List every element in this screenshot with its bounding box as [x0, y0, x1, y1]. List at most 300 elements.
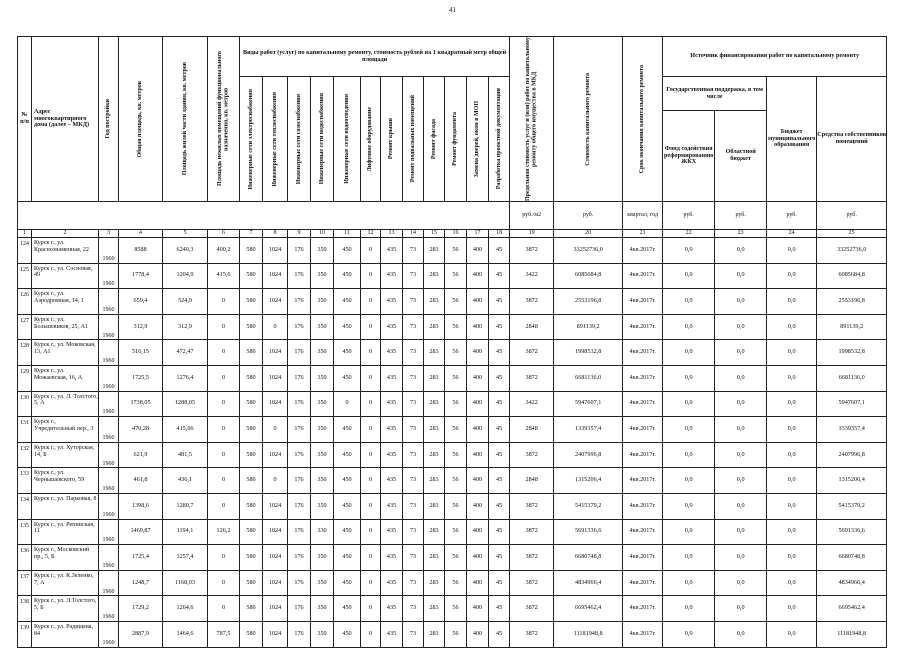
- row-regional: 0,0: [715, 545, 767, 571]
- column-number: 15: [424, 230, 445, 238]
- row-work-cost: 45: [489, 391, 510, 417]
- column-number: 11: [334, 230, 361, 238]
- row-work-cost: 56: [445, 519, 467, 545]
- row-work-cost: 176: [288, 391, 311, 417]
- row-year: 1960: [99, 340, 119, 366]
- header-term: Срок окончания капитального ремонта: [623, 37, 663, 202]
- row-address: Курск г., ул. Сосновая, 49: [32, 263, 99, 289]
- column-number: 13: [381, 230, 403, 238]
- row-term: 4кв.2017г.: [623, 570, 663, 596]
- row-work-cost: 435: [381, 314, 403, 340]
- row-work-cost: 350: [311, 263, 334, 289]
- row-number: 138: [18, 596, 32, 622]
- row-municipal: 0,0: [767, 570, 817, 596]
- column-number: 22: [663, 230, 715, 238]
- row-max-cost: 3872: [510, 289, 554, 315]
- row-nonliving-area: 0: [208, 314, 240, 340]
- row-work-cost: 580: [240, 570, 263, 596]
- row-fund: 0,0: [663, 519, 715, 545]
- row-max-cost: 3422: [510, 391, 554, 417]
- column-number: 16: [445, 230, 467, 238]
- row-work-cost: 350: [311, 391, 334, 417]
- row-owners: 1315206,4: [817, 468, 887, 494]
- row-work-cost: 45: [489, 314, 510, 340]
- row-cost: 2407996,8: [554, 442, 623, 468]
- row-year: 1960: [99, 391, 119, 417]
- row-regional: 0,0: [715, 417, 767, 443]
- row-fund: 0,0: [663, 340, 715, 366]
- row-term: 4кв.2017г.: [623, 621, 663, 647]
- table-row: [18, 442, 887, 468]
- row-term: 4кв.2017г.: [623, 519, 663, 545]
- row-work-cost: 73: [403, 417, 424, 443]
- row-work-cost: 283: [424, 621, 445, 647]
- row-cost: 1315206,4: [554, 468, 623, 494]
- row-work-cost: 0: [263, 314, 288, 340]
- row-work-cost: 56: [445, 596, 467, 622]
- row-work-cost: 450: [334, 442, 361, 468]
- row-owners: 5691336,6: [817, 519, 887, 545]
- row-work-cost: 56: [445, 263, 467, 289]
- row-work-cost: 400: [467, 391, 489, 417]
- header-work-8: Ремонт фасада: [424, 77, 445, 202]
- row-year: 1960: [99, 238, 119, 264]
- row-work-cost: 580: [240, 238, 263, 264]
- row-municipal: 0,0: [767, 263, 817, 289]
- row-max-cost: 2848: [510, 468, 554, 494]
- row-work-cost: 400: [467, 468, 489, 494]
- row-address: Курск г., ул. Большевиков, 25, А1: [32, 314, 99, 340]
- row-work-cost: 435: [381, 545, 403, 571]
- row-work-cost: 283: [424, 391, 445, 417]
- row-work-cost: 0: [361, 493, 381, 519]
- unit-municipal: руб.: [767, 202, 817, 230]
- row-address: Курск г., ул. Хуторская, 14, Б: [32, 442, 99, 468]
- row-work-cost: 73: [403, 263, 424, 289]
- row-work-cost: 283: [424, 545, 445, 571]
- table-row: [18, 621, 887, 647]
- row-total-area: 312,9: [119, 314, 163, 340]
- row-work-cost: 73: [403, 365, 424, 391]
- row-work-cost: 580: [240, 314, 263, 340]
- row-work-cost: 400: [467, 340, 489, 366]
- row-work-cost: 73: [403, 596, 424, 622]
- row-fund: 0,0: [663, 621, 715, 647]
- row-total-area: 1469,87: [119, 519, 163, 545]
- row-work-cost: 435: [381, 570, 403, 596]
- row-work-cost: 56: [445, 238, 467, 264]
- table-row: [18, 391, 887, 417]
- row-term: 4кв.2017г.: [623, 545, 663, 571]
- row-cost: 6680748,8: [554, 545, 623, 571]
- row-work-cost: 0: [361, 263, 381, 289]
- row-work-cost: 56: [445, 442, 467, 468]
- row-work-cost: 450: [334, 468, 361, 494]
- row-cost: 5947607,1: [554, 391, 623, 417]
- header-year: Год постройки: [99, 37, 119, 202]
- row-year: 1960: [99, 263, 119, 289]
- row-work-cost: 73: [403, 621, 424, 647]
- row-work-cost: 56: [445, 493, 467, 519]
- header-works-group: Виды работ (услуг) по капитальному ремонту, стоимость рублей на 1 квадратный метр общей площади: [240, 37, 510, 77]
- row-work-cost: 400: [467, 365, 489, 391]
- row-work-cost: 350: [311, 238, 334, 264]
- unit-cost: руб.: [554, 202, 623, 230]
- row-municipal: 0,0: [767, 340, 817, 366]
- row-work-cost: 0: [361, 391, 381, 417]
- row-work-cost: 580: [240, 519, 263, 545]
- header-state-support: Государственная поддержка, в том числе: [663, 77, 767, 111]
- row-work-cost: 350: [311, 314, 334, 340]
- row-nonliving-area: 0: [208, 365, 240, 391]
- row-work-cost: 283: [424, 493, 445, 519]
- row-work-cost: 56: [445, 391, 467, 417]
- column-number: 7: [240, 230, 263, 238]
- row-number: 137: [18, 570, 32, 596]
- column-number: 4: [119, 230, 163, 238]
- row-work-cost: 580: [240, 417, 263, 443]
- row-regional: 0,0: [715, 340, 767, 366]
- row-work-cost: 450: [334, 596, 361, 622]
- row-work-cost: 435: [381, 391, 403, 417]
- row-work-cost: 450: [334, 621, 361, 647]
- row-owners: 5947607,1: [817, 391, 887, 417]
- row-work-cost: 330: [311, 519, 334, 545]
- row-work-cost: 73: [403, 391, 424, 417]
- row-term: 4кв.2017г.: [623, 417, 663, 443]
- row-regional: 0,0: [715, 289, 767, 315]
- row-max-cost: 3872: [510, 493, 554, 519]
- row-work-cost: 400: [467, 621, 489, 647]
- row-work-cost: 350: [311, 289, 334, 315]
- row-address: Курск г., ул. Чернышевского, 59: [32, 468, 99, 494]
- row-work-cost: 56: [445, 289, 467, 315]
- column-number: 12: [361, 230, 381, 238]
- row-work-cost: 450: [334, 365, 361, 391]
- row-work-cost: 56: [445, 545, 467, 571]
- row-term: 4кв.2017г.: [623, 263, 663, 289]
- row-regional: 0,0: [715, 238, 767, 264]
- row-nonliving-area: 0: [208, 468, 240, 494]
- row-cost: 6085684,8: [554, 263, 623, 289]
- row-max-cost: 3872: [510, 340, 554, 366]
- row-number: 128: [18, 340, 32, 366]
- row-cost: 1998532,8: [554, 340, 623, 366]
- table-row: [18, 596, 887, 622]
- header-municipal: Бюджет муниципального образования: [767, 77, 817, 202]
- row-work-cost: 435: [381, 596, 403, 622]
- row-work-cost: 580: [240, 365, 263, 391]
- table-row: [18, 468, 887, 494]
- row-address: Курск г., ул. Репинская, 11: [32, 519, 99, 545]
- row-address: Курск г., Московский пр., 5, Б: [32, 545, 99, 571]
- row-total-area: 1778,4: [119, 263, 163, 289]
- row-work-cost: 176: [288, 314, 311, 340]
- row-owners: 11181948,8: [817, 621, 887, 647]
- row-work-cost: 580: [240, 263, 263, 289]
- row-living-area: 1194,1: [163, 519, 208, 545]
- row-regional: 0,0: [715, 596, 767, 622]
- row-work-cost: 176: [288, 545, 311, 571]
- column-number: 19: [510, 230, 554, 238]
- row-work-cost: 45: [489, 263, 510, 289]
- row-work-cost: 1024: [263, 391, 288, 417]
- row-number: 132: [18, 442, 32, 468]
- header-work-10: Замена дверей, окон в МОП: [467, 77, 489, 202]
- row-work-cost: 176: [288, 596, 311, 622]
- row-number: 136: [18, 545, 32, 571]
- row-owners: 6680748,8: [817, 545, 887, 571]
- header-work-9: Ремонт фундамента: [445, 77, 467, 202]
- row-work-cost: 0: [263, 417, 288, 443]
- row-regional: 0,0: [715, 493, 767, 519]
- row-work-cost: 73: [403, 468, 424, 494]
- row-municipal: 0,0: [767, 468, 817, 494]
- row-work-cost: 580: [240, 289, 263, 315]
- row-work-cost: 435: [381, 468, 403, 494]
- row-work-cost: 435: [381, 417, 403, 443]
- row-municipal: 0,0: [767, 519, 817, 545]
- row-work-cost: 176: [288, 570, 311, 596]
- header-owners: Средства собственников помещений: [817, 77, 887, 202]
- header-work-2: Инженерные сети газоснабжения: [288, 77, 311, 202]
- table-row: [18, 365, 887, 391]
- row-work-cost: 0: [361, 468, 381, 494]
- row-work-cost: 450: [334, 314, 361, 340]
- row-work-cost: 450: [334, 340, 361, 366]
- row-total-area: 1738,05: [119, 391, 163, 417]
- row-living-area: 415,66: [163, 417, 208, 443]
- row-work-cost: 580: [240, 391, 263, 417]
- row-max-cost: 3872: [510, 570, 554, 596]
- row-living-area: 1276,4: [163, 365, 208, 391]
- row-fund: 0,0: [663, 365, 715, 391]
- row-cost: 5691336,6: [554, 519, 623, 545]
- row-number: 127: [18, 314, 32, 340]
- row-term: 4кв.2017г.: [623, 442, 663, 468]
- row-work-cost: 435: [381, 442, 403, 468]
- unit-regional: руб.: [715, 202, 767, 230]
- row-work-cost: 1024: [263, 545, 288, 571]
- units-spacer: [18, 202, 510, 230]
- row-term: 4кв.2017г.: [623, 596, 663, 622]
- row-municipal: 0,0: [767, 493, 817, 519]
- column-number: 6: [208, 230, 240, 238]
- row-work-cost: 283: [424, 263, 445, 289]
- row-year: 1960: [99, 289, 119, 315]
- row-fund: 0,0: [663, 570, 715, 596]
- header-address: Адрес многоквартирного дома (далее – МКД): [32, 37, 99, 202]
- row-work-cost: 450: [334, 519, 361, 545]
- row-work-cost: 176: [288, 621, 311, 647]
- row-owners: 1998532,8: [817, 340, 887, 366]
- row-municipal: 0,0: [767, 391, 817, 417]
- row-total-area: 1248,7: [119, 570, 163, 596]
- row-address: Курск г., ул. Можаевская, 16, А: [32, 365, 99, 391]
- row-number: 133: [18, 468, 32, 494]
- column-number: 23: [715, 230, 767, 238]
- unit-term: квартал, год: [623, 202, 663, 230]
- row-number: 125: [18, 263, 32, 289]
- row-work-cost: 0: [361, 570, 381, 596]
- header-work-1: Инженерные сети теплоснабжения: [263, 77, 288, 202]
- row-work-cost: 45: [489, 545, 510, 571]
- row-owners: 4834966,4: [817, 570, 887, 596]
- row-fund: 0,0: [663, 238, 715, 264]
- row-living-area: 1257,4: [163, 545, 208, 571]
- row-living-area: 1168,03: [163, 570, 208, 596]
- row-year: 1960: [99, 365, 119, 391]
- row-year: 1960: [99, 570, 119, 596]
- row-work-cost: 45: [489, 289, 510, 315]
- row-work-cost: 450: [334, 417, 361, 443]
- row-nonliving-area: 0: [208, 442, 240, 468]
- row-work-cost: 1024: [263, 340, 288, 366]
- row-owners: 6085684,8: [817, 263, 887, 289]
- row-work-cost: 450: [334, 545, 361, 571]
- row-work-cost: 1024: [263, 621, 288, 647]
- row-work-cost: 400: [467, 570, 489, 596]
- row-cost: 11181948,8: [554, 621, 623, 647]
- row-work-cost: 73: [403, 493, 424, 519]
- table-row: [18, 238, 887, 264]
- row-owners: 2553196,8: [817, 289, 887, 315]
- row-nonliving-area: 787,5: [208, 621, 240, 647]
- row-number: 131: [18, 417, 32, 443]
- row-work-cost: 0: [361, 238, 381, 264]
- row-work-cost: 56: [445, 314, 467, 340]
- row-work-cost: 45: [489, 493, 510, 519]
- row-work-cost: 176: [288, 263, 311, 289]
- row-work-cost: 0: [361, 289, 381, 315]
- row-work-cost: 56: [445, 570, 467, 596]
- row-work-cost: 176: [288, 442, 311, 468]
- row-work-cost: 400: [467, 442, 489, 468]
- unit-max-cost: руб./м2: [510, 202, 554, 230]
- row-work-cost: 400: [467, 596, 489, 622]
- row-number: 126: [18, 289, 32, 315]
- row-work-cost: 56: [445, 417, 467, 443]
- row-work-cost: 580: [240, 468, 263, 494]
- page-number: 41: [449, 6, 456, 14]
- row-fund: 0,0: [663, 263, 715, 289]
- row-total-area: 1725,4: [119, 545, 163, 571]
- row-nonliving-area: 0: [208, 340, 240, 366]
- header-cost: Стоимость капитального ремонта: [554, 37, 623, 202]
- row-fund: 0,0: [663, 314, 715, 340]
- row-work-cost: 580: [240, 442, 263, 468]
- row-nonliving-area: 0: [208, 545, 240, 571]
- row-term: 4кв.2017г.: [623, 289, 663, 315]
- row-total-area: 1398,6: [119, 493, 163, 519]
- row-work-cost: 350: [311, 442, 334, 468]
- row-work-cost: 435: [381, 621, 403, 647]
- row-number: 129: [18, 365, 32, 391]
- row-work-cost: 283: [424, 519, 445, 545]
- row-work-cost: 56: [445, 340, 467, 366]
- row-regional: 0,0: [715, 391, 767, 417]
- row-living-area: 472,47: [163, 340, 208, 366]
- row-cost: 6695462,4: [554, 596, 623, 622]
- row-work-cost: 283: [424, 596, 445, 622]
- row-work-cost: 56: [445, 365, 467, 391]
- row-work-cost: 73: [403, 238, 424, 264]
- row-term: 4кв.2017г.: [623, 238, 663, 264]
- column-number: 10: [311, 230, 334, 238]
- header-fund: Фонд содействия реформированию ЖКХ: [663, 111, 715, 202]
- row-max-cost: 3872: [510, 545, 554, 571]
- row-work-cost: 1024: [263, 263, 288, 289]
- row-work-cost: 435: [381, 365, 403, 391]
- row-work-cost: 176: [288, 468, 311, 494]
- row-regional: 0,0: [715, 570, 767, 596]
- row-fund: 0,0: [663, 493, 715, 519]
- row-max-cost: 2848: [510, 417, 554, 443]
- row-max-cost: 3872: [510, 519, 554, 545]
- header-living-area: Площадь жилой части здания, кв. метров: [163, 37, 208, 202]
- row-work-cost: 283: [424, 468, 445, 494]
- row-work-cost: 350: [311, 468, 334, 494]
- column-number: 9: [288, 230, 311, 238]
- row-work-cost: 350: [311, 621, 334, 647]
- row-municipal: 0,0: [767, 442, 817, 468]
- row-work-cost: 0: [334, 391, 361, 417]
- row-number: 124: [18, 238, 32, 264]
- row-work-cost: 283: [424, 442, 445, 468]
- row-work-cost: 350: [311, 365, 334, 391]
- row-living-area: 1280,7: [163, 493, 208, 519]
- row-living-area: 1288,05: [163, 391, 208, 417]
- row-work-cost: 283: [424, 340, 445, 366]
- row-owners: 1339357,4: [817, 417, 887, 443]
- row-nonliving-area: 0: [208, 493, 240, 519]
- row-work-cost: 1024: [263, 596, 288, 622]
- row-municipal: 0,0: [767, 365, 817, 391]
- row-work-cost: 56: [445, 621, 467, 647]
- row-max-cost: 2848: [510, 314, 554, 340]
- column-number: 25: [817, 230, 887, 238]
- row-work-cost: 0: [361, 365, 381, 391]
- row-address: Курск г., ул. Парковая, 8: [32, 493, 99, 519]
- table-row: [18, 340, 887, 366]
- row-regional: 0,0: [715, 468, 767, 494]
- row-work-cost: 450: [334, 289, 361, 315]
- row-work-cost: 45: [489, 238, 510, 264]
- row-year: 1960: [99, 417, 119, 443]
- row-address: Курск г., ул. Л. Толстого, 5, А: [32, 391, 99, 417]
- row-work-cost: 450: [334, 570, 361, 596]
- row-term: 4кв.2017г.: [623, 493, 663, 519]
- row-work-cost: 283: [424, 417, 445, 443]
- row-work-cost: 0: [361, 621, 381, 647]
- row-work-cost: 0: [361, 314, 381, 340]
- row-year: 1960: [99, 314, 119, 340]
- row-work-cost: 0: [263, 468, 288, 494]
- header-funding-group: Источник финансирования работ по капитальному ремонту: [663, 37, 887, 77]
- row-work-cost: 176: [288, 417, 311, 443]
- table-row: [18, 545, 887, 571]
- row-address: Курск г., ул. К.Зеленко, 7, А: [32, 570, 99, 596]
- row-work-cost: 400: [467, 519, 489, 545]
- row-work-cost: 580: [240, 545, 263, 571]
- row-total-area: 621,9: [119, 442, 163, 468]
- row-work-cost: 283: [424, 570, 445, 596]
- row-work-cost: 450: [334, 493, 361, 519]
- row-work-cost: 435: [381, 263, 403, 289]
- header-work-4: Инженерные сети водоотведения: [334, 77, 361, 202]
- row-total-area: 2887,9: [119, 621, 163, 647]
- row-work-cost: 1024: [263, 519, 288, 545]
